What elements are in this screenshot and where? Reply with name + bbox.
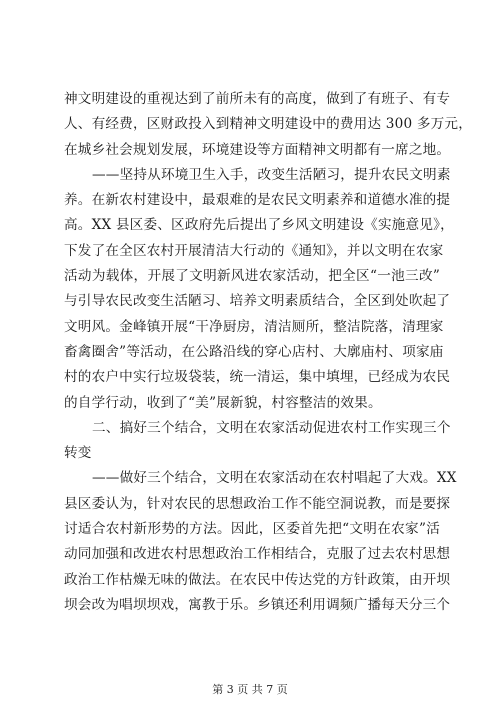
text-line: 与引导农民改变生活陋习、培养文明素质结合，全区到处吹起了 — [64, 293, 451, 310]
text-line: 高。XX 县区委、区政府先后提出了乡风文明建设《实施意见》， — [64, 217, 454, 234]
text-line: 讨适合农村新形势的方法。因此，区委首先把“文明在农家”活 — [64, 521, 440, 538]
text-line: ——做好三个结合，文明在农家活动在农村唱起了大戏。XX — [92, 470, 457, 487]
text-line: 村的农户中实行垃圾袋装，统一清运，集中填埋，已经成为农民 — [64, 369, 451, 386]
text-line: 畜禽圈舍”等活动，在公路沿线的穿心店村、大廓庙村、项家庙 — [64, 343, 444, 360]
text-line: 文明风。金峰镇开展“干净厨房，清洁厕所，整洁院落，清理家 — [64, 318, 444, 335]
text-line: 政治工作枯燥无味的做法。在农民中传达党的方针政策，由开坝 — [64, 571, 451, 588]
text-line: 的自学行动，收到了“美”展新貌，村容整洁的效果。 — [64, 394, 382, 411]
page-footer: 第 3 页 共 7 页 — [212, 683, 288, 696]
text-line: 二、搞好三个结合，文明在农家活动促进农村工作实现三个 — [92, 419, 451, 436]
text-line: 坝会改为唱坝坝戏，寓教于乐。乡镇还利用调频广播每天分三个 — [64, 596, 451, 613]
text-line: 转变 — [64, 445, 92, 462]
text-line: 养。在新农村建设中，最艰难的是农民文明素养和道德水准的提 — [64, 192, 451, 209]
text-line: 活动为载体，开展了文明新风进农家活动，把全区“一池三改” — [64, 268, 440, 285]
text-line: ——坚持从环境卫生入手，改变生活陋习，提升农民文明素 — [92, 166, 451, 183]
text-line: 在城乡社会规划发展，环境建设等方面精神文明都有一席之地。 — [64, 141, 451, 158]
text-line: 动同加强和改进农村思想政治工作相结合，克服了过去农村思想 — [64, 546, 451, 563]
text-line: 人、有经费，区财政投入到精神文明建设中的费用达 300 多万元， — [64, 116, 473, 133]
body-text — [64, 87, 473, 618]
text-line: 下发了在全区农村开展清洁大行动的《通知》，并以文明在农家 — [64, 242, 444, 259]
text-line: 县区委认为，针对农民的思想政治工作不能空洞说教，而是要探 — [64, 495, 451, 512]
text-line: 神文明建设的重视达到了前所未有的高度，做到了有班子、有专 — [64, 91, 451, 107]
